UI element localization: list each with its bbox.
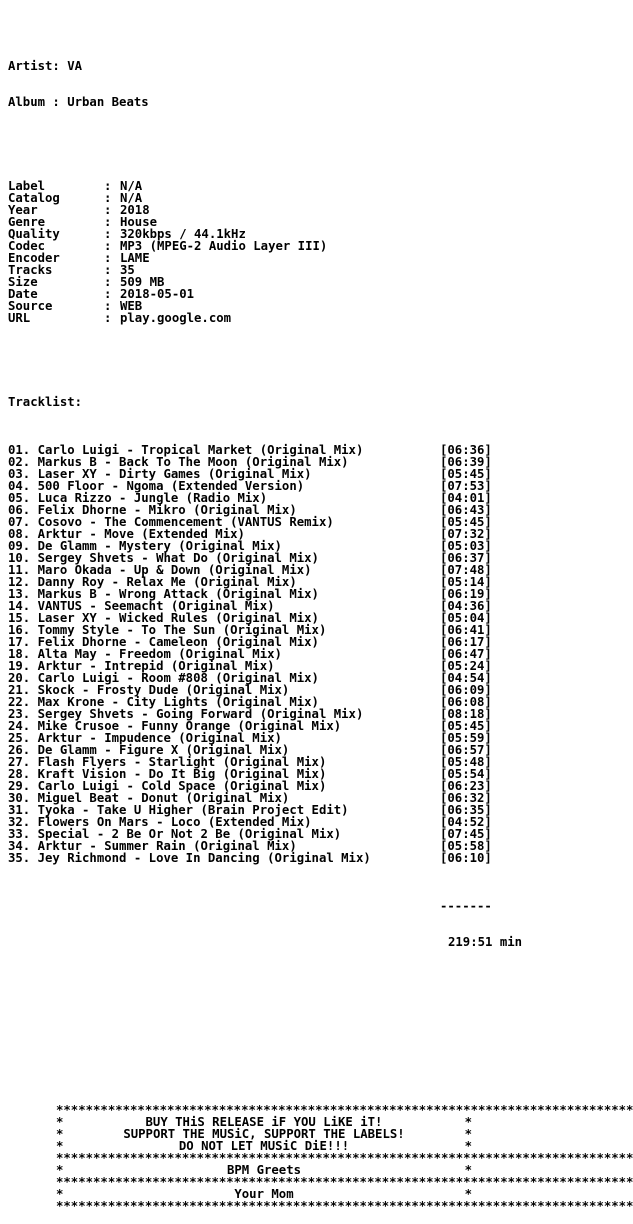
total-separator: -------	[440, 899, 492, 913]
metadata-row	[8, 300, 522, 312]
spacer	[8, 1020, 522, 1032]
track-title: 24. Mike Crusoe - Funny Orange (Original Mix)	[8, 719, 342, 733]
metadata-key: Genre	[8, 215, 46, 229]
track-title: 22. Max Krone - City Lights (Original Mix)	[8, 695, 319, 709]
metadata-separator: :	[104, 179, 112, 193]
metadata-value: play.google.com	[120, 311, 232, 325]
track-duration: [05:45]	[440, 719, 492, 733]
track-title: 10. Sergey Shvets - What Do (Original Mix)	[8, 551, 319, 565]
support-banner	[8, 1103, 633, 1213]
banner-text: SUPPORT THE MUSiC, SUPPORT THE LABELS!	[123, 1127, 405, 1141]
track-title: 35. Jey Richmond - Love In Dancing (Original Mix)	[8, 851, 371, 865]
track-duration: [06:57]	[440, 743, 492, 757]
banner-edge: *	[56, 1115, 64, 1129]
track-duration: [05:04]	[440, 611, 492, 625]
track-duration: [06:10]	[440, 851, 492, 865]
track-title: 04. 500 Floor - Ngoma (Extended Version)	[8, 479, 305, 493]
tracklist-heading: Tracklist:	[8, 395, 83, 409]
spacer	[8, 984, 522, 996]
track-title: 20. Carlo Luigi - Room #808 (Original Mix)	[8, 671, 319, 685]
track-title: 16. Tommy Style - To The Sun (Original Mix)	[8, 623, 327, 637]
track-duration: [06:35]	[440, 803, 492, 817]
track-title: 26. De Glamm - Figure X (Original Mix)	[8, 743, 290, 757]
track-duration: [06:08]	[440, 695, 492, 709]
track-title: 33. Special - 2 Be Or Not 2 Be (Original Mix)	[8, 827, 342, 841]
spacer	[8, 360, 522, 372]
metadata-separator: :	[104, 311, 112, 325]
metadata-value: 35	[120, 263, 135, 277]
track-duration: [05:48]	[440, 755, 492, 769]
metadata-value: 509 MB	[120, 275, 165, 289]
track-title: 23. Sergey Shvets - Going Forward (Original Mix)	[8, 707, 364, 721]
banner-star-rule: ******************************************************************************	[56, 1103, 633, 1117]
track-duration: [05:03]	[440, 539, 492, 553]
track-duration: [06:32]	[440, 791, 492, 805]
track-duration: [07:45]	[440, 827, 492, 841]
metadata-row	[8, 252, 522, 264]
metadata-row	[8, 192, 522, 204]
metadata-value: LAME	[120, 251, 150, 265]
track-duration: [06:19]	[440, 587, 492, 601]
track-duration: [06:39]	[440, 455, 492, 469]
track-title: 05. Luca Rizzo - Jungle (Radio Mix)	[8, 491, 268, 505]
metadata-key: Tracks	[8, 263, 53, 277]
banner-edge: *	[56, 1163, 64, 1177]
track-title: 31. Tyoka - Take U Higher (Brain Project Edit)	[8, 803, 349, 817]
track-duration: [07:32]	[440, 527, 492, 541]
metadata-key: Catalog	[8, 191, 60, 205]
banner-edge: *	[464, 1127, 472, 1141]
track-duration: [07:48]	[440, 563, 492, 577]
track-duration: [05:45]	[440, 467, 492, 481]
track-title: 09. De Glamm - Mystery (Original Mix)	[8, 539, 282, 553]
track-duration: [06:43]	[440, 503, 492, 517]
metadata-value: House	[120, 215, 158, 229]
tracklist	[8, 444, 522, 864]
track-duration: [04:36]	[440, 599, 492, 613]
metadata-key: URL	[8, 311, 31, 325]
metadata-value: N/A	[120, 191, 143, 205]
metadata-key: Source	[8, 299, 53, 313]
metadata-value: MP3 (MPEG-2 Audio Layer III)	[120, 239, 328, 253]
metadata-key: Date	[8, 287, 38, 301]
track-title: 17. Felix Dhorne - Cameleon (Original Mix)	[8, 635, 319, 649]
metadata-value: WEB	[120, 299, 143, 313]
banner-edge: *	[464, 1139, 472, 1153]
track-title: 06. Felix Dhorne - Mikro (Original Mix)	[8, 503, 297, 517]
track-title: 25. Arktur - Impudence (Original Mix)	[8, 731, 282, 745]
track-title: 07. Cosovo - The Commencement (VANTUS Remix)	[8, 515, 334, 529]
banner-text: BUY THiS RELEASE iF YOU LiKE iT!	[145, 1115, 383, 1129]
metadata-row	[8, 240, 522, 252]
track-title: 32. Flowers On Mars - Loco (Extended Mix)	[8, 815, 312, 829]
track-title: 01. Carlo Luigi - Tropical Market (Original Mix)	[8, 443, 364, 457]
album-line: Album : Urban Beats	[8, 95, 149, 109]
metadata-key: Quality	[8, 227, 60, 241]
track-duration: [04:54]	[440, 671, 492, 685]
spacer	[8, 132, 522, 144]
metadata-value: 2018	[120, 203, 150, 217]
track-duration: [06:36]	[440, 443, 492, 457]
metadata-separator: :	[104, 251, 112, 265]
banner-star-rule: ******************************************************************************	[56, 1175, 633, 1189]
track-duration: [04:52]	[440, 815, 492, 829]
track-title: 30. Miguel Beat - Donut (Original Mix)	[8, 791, 290, 805]
metadata-separator: :	[104, 191, 112, 205]
metadata-separator: :	[104, 227, 112, 241]
track-title: 28. Kraft Vision - Do It Big (Original Mix)	[8, 767, 327, 781]
greets-heading: BPM Greets	[226, 1163, 302, 1177]
metadata-separator: :	[104, 215, 112, 229]
metadata-value: 2018-05-01	[120, 287, 195, 301]
track-title: 27. Flash Flyers - Starlight (Original Mix)	[8, 755, 327, 769]
track-duration: [05:24]	[440, 659, 492, 673]
metadata-separator: :	[104, 275, 112, 289]
track-duration: [05:58]	[440, 839, 492, 853]
track-title: 18. Alta May - Freedom (Original Mix)	[8, 647, 282, 661]
track-duration: [05:14]	[440, 575, 492, 589]
greets-text: Your Mom	[234, 1187, 294, 1201]
banner-text: DO NOT LET MUSiC DiE!!!	[178, 1139, 350, 1153]
track-title: 13. Markus B - Wrong Attack (Original Mix)	[8, 587, 319, 601]
track-title: 02. Markus B - Back To The Moon (Original Mix)	[8, 455, 349, 469]
track-duration: [04:01]	[440, 491, 492, 505]
release-metadata	[8, 180, 522, 324]
track-title: 29. Carlo Luigi - Cold Space (Original Mix)	[8, 779, 327, 793]
track-title: 12. Danny Roy - Relax Me (Original Mix)	[8, 575, 297, 589]
metadata-row	[8, 276, 522, 288]
track-duration: [06:47]	[440, 647, 492, 661]
track-title: 03. Laser XY - Dirty Games (Original Mix)	[8, 467, 312, 481]
total-duration: 219:51 min	[448, 935, 523, 949]
track-duration: [05:54]	[440, 767, 492, 781]
nfo-document	[8, 36, 633, 1224]
track-title: 14. VANTUS - Seemacht (Original Mix)	[8, 599, 275, 613]
metadata-value: N/A	[120, 179, 143, 193]
artist-line: Artist: VA	[8, 59, 83, 73]
metadata-key: Codec	[8, 239, 46, 253]
metadata-key: Year	[8, 203, 38, 217]
track-duration: [06:09]	[440, 683, 492, 697]
metadata-row	[8, 216, 522, 228]
track-title: 34. Arktur - Summer Rain (Original Mix)	[8, 839, 297, 853]
metadata-row	[8, 288, 522, 300]
banner-star-rule: ******************************************************************************	[56, 1151, 633, 1165]
track-duration: [06:17]	[440, 635, 492, 649]
track-duration: [05:59]	[440, 731, 492, 745]
track-title: 15. Laser XY - Wicked Rules (Original Mix)	[8, 611, 319, 625]
metadata-separator: :	[104, 287, 112, 301]
metadata-separator: :	[104, 203, 112, 217]
track-duration: [07:53]	[440, 479, 492, 493]
track-row	[8, 852, 522, 864]
track-duration: [08:18]	[440, 707, 492, 721]
track-title: 19. Arktur - Intrepid (Original Mix)	[8, 659, 275, 673]
banner-edge: *	[464, 1163, 472, 1177]
track-duration: [06:37]	[440, 551, 492, 565]
track-title: 21. Skock - Frosty Dude (Original Mix)	[8, 683, 290, 697]
metadata-row	[8, 180, 522, 192]
spacer	[8, 1056, 522, 1068]
track-duration: [05:45]	[440, 515, 492, 529]
metadata-row	[8, 264, 522, 276]
track-duration: [06:23]	[440, 779, 492, 793]
banner-edge: *	[56, 1139, 64, 1153]
banner-edge: *	[56, 1127, 64, 1141]
banner-edge: *	[464, 1115, 472, 1129]
track-title: 08. Arktur - Move (Extended Mix)	[8, 527, 245, 541]
track-duration: [06:41]	[440, 623, 492, 637]
track-title: 11. Maro Okada - Up & Down (Original Mix)	[8, 563, 312, 577]
metadata-separator: :	[104, 299, 112, 313]
metadata-key: Size	[8, 275, 38, 289]
metadata-value: 320kbps / 44.1kHz	[120, 227, 246, 241]
metadata-row	[8, 312, 522, 324]
banner-edge: *	[464, 1187, 472, 1201]
metadata-separator: :	[104, 239, 112, 253]
banner-star-rule: ******************************************************************************	[56, 1199, 633, 1213]
metadata-separator: :	[104, 263, 112, 277]
metadata-row	[8, 204, 522, 216]
metadata-key: Encoder	[8, 251, 60, 265]
banner-edge: *	[56, 1187, 64, 1201]
metadata-key: Label	[8, 179, 46, 193]
